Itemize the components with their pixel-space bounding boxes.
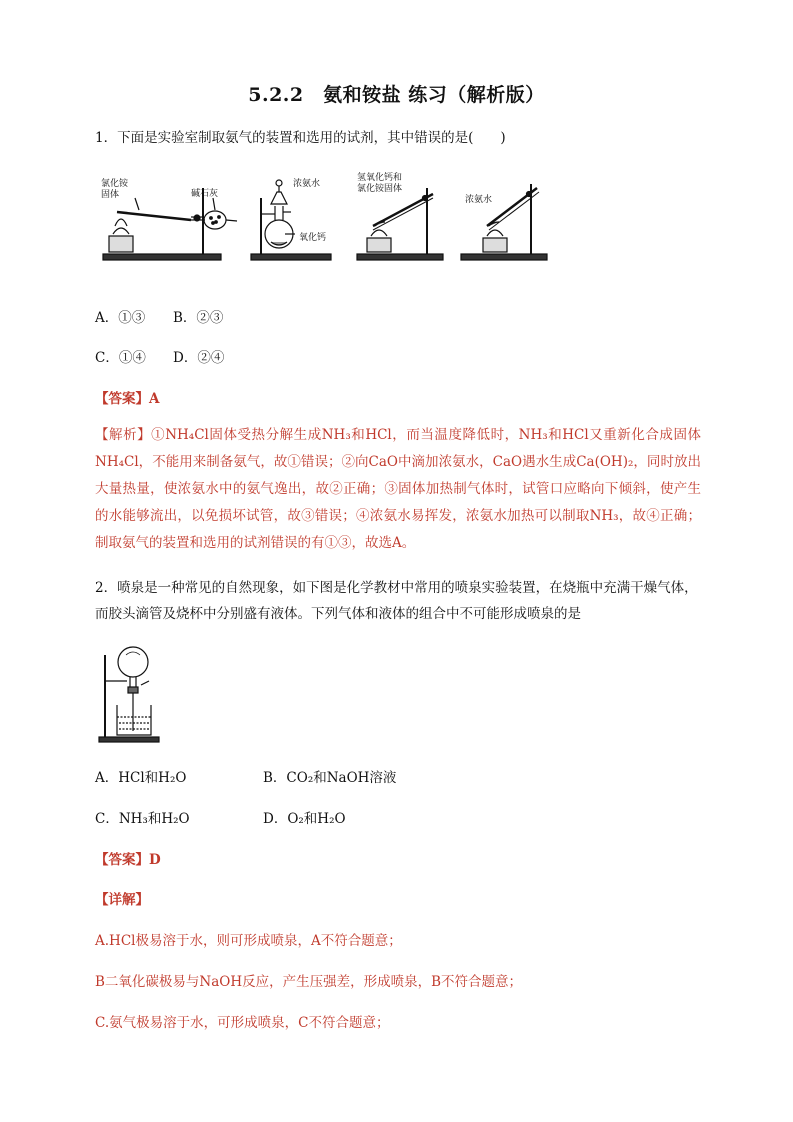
- label-a3-bottom: 氯化铵固体: [357, 184, 403, 194]
- q1-analysis: 【解析】①NH₄Cl固体受热分解生成NH₃和HCl，而当温度降低时，NH₃和HCl又重新化合成固体NH₄Cl，不能用来制备氨气，故①错误；②向CaO中滴加浓氨水，CaO遇水生成Ca(OH)₂，同时放出大量热量，使浓氨水中的氨气逸出，故②正确；③固体加热制气体时，试管口应略向下倾斜，使产生的水能够流出，以免损坏试管，故③错误；④浓氨水易挥发，浓氨水加热可以制取NH₃，故④正确；制取氨气的装置和选用的试剂错误的有①③，故选A。: [95, 427, 701, 551]
- label-a4-top: 浓氨水: [465, 195, 493, 205]
- q1-option-d: D．②④: [173, 350, 225, 366]
- q1-answer: 【答案】A: [95, 391, 160, 407]
- q1-apparatus-figure: [95, 168, 555, 286]
- q1-option-b: B．②③: [173, 310, 224, 326]
- q1-option-c: C．①④: [95, 350, 146, 366]
- apparatus-2: [251, 180, 331, 260]
- label-a2-top: 浓氨水: [293, 179, 321, 189]
- q2-stem-line2: 而胶头滴管及烧杯中分别盛有液体。下列气体和液体的组合中不可能形成喷泉的是: [95, 606, 581, 622]
- q2-option-b: B．CO₂和NaOH溶液: [263, 770, 397, 786]
- q2-option-d: D．O₂和H₂O: [263, 811, 346, 827]
- page-title: 5.2.2 氨和铵盐 练习（解析版）: [248, 84, 545, 106]
- q1-option-a: A．①③: [95, 310, 146, 326]
- label-a3-top: 氢氧化钙和: [357, 173, 403, 183]
- q1-stem: 1．下面是实验室制取氨气的装置和选用的试剂，其中错误的是( ): [95, 130, 506, 146]
- label-a1-right: 碱石灰: [191, 189, 219, 199]
- apparatus-3: [357, 188, 443, 260]
- q2-detail-a: A.HCl极易溶于水，则可形成喷泉，A不符合题意；: [95, 933, 402, 949]
- label-a1-bottom: 固体: [101, 190, 120, 200]
- q2-answer: 【答案】D: [95, 852, 161, 868]
- q2-option-a: A．HCl和H₂O: [95, 770, 187, 786]
- q2-detail-b: B二氧化碳极易与NaOH反应，产生压强差，形成喷泉，B不符合题意；: [95, 974, 523, 990]
- q2-option-c: C．NH₃和H₂O: [95, 811, 190, 827]
- q2-detail-c: C.氨气极易溶于水，可形成喷泉，C不符合题意；: [95, 1015, 390, 1031]
- q2-fountain-figure: [97, 645, 163, 745]
- label-a2-bottom: 氧化钙: [299, 233, 327, 243]
- q2-detail-heading: 【详解】: [95, 892, 149, 908]
- label-a1-top: 氯化铵: [101, 179, 129, 189]
- q2-stem-line1: 2．喷泉是一种常见的自然现象，如下图是化学教材中常用的喷泉实验装置，在烧瓶中充满干燥气体，: [95, 580, 698, 596]
